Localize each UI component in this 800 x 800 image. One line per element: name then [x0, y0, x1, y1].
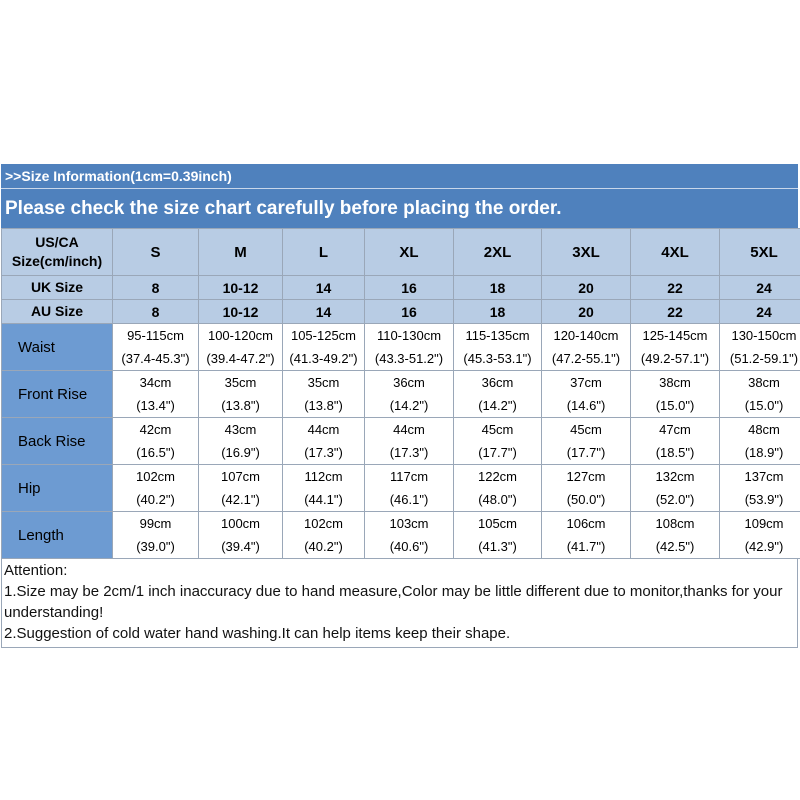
- measurement-cm: 102cm: [303, 516, 344, 531]
- measurement-cell: [365, 324, 454, 371]
- measurement-cell: [365, 465, 454, 512]
- measurement-inch: (46.1"): [389, 492, 429, 507]
- measurement-inch: (39.4"): [221, 539, 260, 554]
- header-label-line: AU Size: [30, 303, 84, 319]
- size-equivalent-cell: 18: [454, 276, 542, 300]
- measurement-inch: (14.2"): [389, 398, 429, 413]
- measurement-label: Length: [2, 512, 113, 559]
- size-equivalent-cell: 8: [113, 300, 199, 324]
- size-column-header: 4XL: [631, 229, 720, 276]
- size-equivalent-cell: 22: [631, 300, 720, 324]
- size-equivalent-cell: 18: [454, 300, 542, 324]
- size-column-header: L: [283, 229, 365, 276]
- measurement-cell: [454, 324, 542, 371]
- measurement-cell: [720, 371, 800, 418]
- measurement-cm: 43cm: [224, 422, 257, 437]
- measurement-cell: [542, 512, 631, 559]
- header-row-label: [2, 276, 113, 300]
- size-column-header: M: [199, 229, 283, 276]
- measurement-cm: 102cm: [135, 469, 176, 484]
- measurement-inch: (40.2"): [304, 539, 343, 554]
- measurement-cm: 95-115cm: [127, 328, 184, 343]
- measurement-cell: [454, 371, 542, 418]
- banner-title: >>Size Information(1cm=0.39inch): [1, 164, 798, 189]
- measurement-cell: [720, 512, 800, 559]
- measurement-inch: (40.6"): [389, 539, 429, 554]
- measurement-inch: (16.9"): [221, 445, 260, 460]
- measurement-cell: [283, 418, 365, 465]
- measurement-inch: (40.2"): [136, 492, 175, 507]
- measurement-cm: 105-125cm: [290, 328, 357, 343]
- size-equivalent-cell: 10-12: [199, 276, 283, 300]
- measurement-inch: (17.7"): [478, 445, 517, 460]
- measurement-cell: [365, 371, 454, 418]
- measurement-cm: 44cm: [307, 422, 340, 437]
- measurement-inch: (13.4"): [136, 398, 175, 413]
- measurement-inch: (15.0"): [655, 398, 695, 413]
- size-column-header: 5XL: [720, 229, 800, 276]
- measurement-inch: (43.3-51.2"): [374, 351, 444, 366]
- measurement-cell: [199, 465, 283, 512]
- size-equivalent-cell: 22: [631, 276, 720, 300]
- measurement-inch: (15.0"): [744, 398, 784, 413]
- measurement-inch: (41.3"): [478, 539, 517, 554]
- measurement-inch: (41.7"): [566, 539, 606, 554]
- banner-subtitle: Please check the size chart carefully before placing the order.: [5, 198, 562, 219]
- measurement-cell: [365, 512, 454, 559]
- measurement-cell: [631, 418, 720, 465]
- size-column-header: 3XL: [542, 229, 631, 276]
- measurement-cell: [199, 324, 283, 371]
- measurement-cm: 38cm: [659, 375, 691, 390]
- measurement-cell: [720, 324, 800, 371]
- measurement-cell: [113, 324, 199, 371]
- measurement-row: [2, 371, 800, 418]
- size-equivalent-cell: 14: [283, 300, 365, 324]
- measurement-cm: 103cm: [389, 516, 429, 531]
- measurement-cm: 99cm: [139, 516, 172, 531]
- measurement-cm: 109cm: [744, 516, 784, 531]
- measurement-cell: [199, 512, 283, 559]
- measurement-cm: 127cm: [566, 469, 606, 484]
- measurement-row: [2, 418, 800, 465]
- attention-notes: [1, 559, 798, 648]
- measurement-row: [2, 512, 800, 559]
- measurement-inch: (17.3"): [304, 445, 343, 460]
- measurement-cell: [720, 465, 800, 512]
- measurement-inch: (47.2-55.1"): [551, 351, 621, 366]
- size-equivalent-cell: 20: [542, 276, 631, 300]
- measurement-cell: [631, 371, 720, 418]
- measurement-inch: (17.3"): [389, 445, 429, 460]
- measurement-cm: 45cm: [570, 422, 602, 437]
- measurement-cell: [542, 324, 631, 371]
- measurement-inch: (48.0"): [478, 492, 517, 507]
- measurement-cm: 130-150cm: [731, 328, 797, 343]
- header-row: [2, 276, 800, 300]
- size-column-header: 2XL: [454, 229, 542, 276]
- measurement-cell: [113, 465, 199, 512]
- size-equivalent-cell: 14: [283, 276, 365, 300]
- measurement-inch: (50.0"): [566, 492, 606, 507]
- measurement-inch: (49.2-57.1"): [640, 351, 710, 366]
- notes-line-2: 2.Suggestion of cold water hand washing.It can help items keep their shape.: [4, 625, 511, 642]
- measurement-cm: 36cm: [481, 375, 514, 390]
- measurement-cell: [365, 418, 454, 465]
- measurement-cm: 42cm: [139, 422, 172, 437]
- size-equivalent-cell: 16: [365, 276, 454, 300]
- measurement-label: Waist: [2, 324, 113, 371]
- size-equivalent-cell: 16: [365, 300, 454, 324]
- measurement-inch: (18.5"): [655, 445, 695, 460]
- measurement-cm: 44cm: [393, 422, 425, 437]
- measurement-cm: 137cm: [744, 469, 784, 484]
- measurement-inch: (42.9"): [744, 539, 784, 554]
- measurement-cell: [720, 418, 800, 465]
- measurement-inch: (13.8"): [221, 398, 260, 413]
- size-table: [1, 228, 800, 559]
- measurement-cm: 117cm: [389, 469, 429, 484]
- measurement-cm: 34cm: [139, 375, 172, 390]
- measurement-cm: 105cm: [477, 516, 518, 531]
- measurement-inch: (39.0"): [136, 539, 175, 554]
- measurement-cell: [283, 512, 365, 559]
- size-info-banner: [1, 164, 798, 228]
- measurement-cm: 45cm: [481, 422, 514, 437]
- measurement-cm: 132cm: [655, 469, 695, 484]
- size-chart: [1, 164, 798, 648]
- measurement-cell: [199, 418, 283, 465]
- measurement-cm: 115-135cm: [465, 328, 530, 343]
- measurement-cell: [542, 465, 631, 512]
- measurement-inch: (18.9"): [744, 445, 784, 460]
- size-equivalent-cell: 8: [113, 276, 199, 300]
- header-row-label: [2, 300, 113, 324]
- measurement-row: [2, 324, 800, 371]
- measurement-cell: [283, 371, 365, 418]
- measurement-label: Back Rise: [2, 418, 113, 465]
- header-row: [2, 300, 800, 324]
- measurement-cm: 100cm: [220, 516, 261, 531]
- size-equivalent-cell: 10-12: [199, 300, 283, 324]
- measurement-cm: 35cm: [224, 375, 257, 390]
- measurement-cm: 37cm: [570, 375, 602, 390]
- measurement-inch: (13.8"): [304, 398, 343, 413]
- measurement-label: Front Rise: [2, 371, 113, 418]
- notes-line-1: 1.Size may be 2cm/1 inch inaccuracy due to hand measure,Color may be little different due to monitor,thanks for your understanding!: [4, 583, 783, 621]
- measurement-inch: (39.4-47.2"): [206, 351, 275, 366]
- measurement-inch: (42.1"): [221, 492, 260, 507]
- header-row-label: [2, 229, 113, 276]
- measurement-inch: (45.3-53.1"): [463, 351, 532, 366]
- measurement-label: Hip: [2, 465, 113, 512]
- measurement-cm: 120-140cm: [553, 328, 619, 343]
- measurement-cell: [283, 465, 365, 512]
- size-column-header: S: [113, 229, 199, 276]
- header-label-line: UK Size: [30, 279, 84, 295]
- measurement-cm: 100-120cm: [207, 328, 274, 343]
- measurement-cell: [542, 418, 631, 465]
- size-equivalent-cell: 20: [542, 300, 631, 324]
- measurement-inch: (14.6"): [566, 398, 606, 413]
- header-label-line: US/CA: [35, 234, 79, 250]
- header-row: [2, 229, 800, 276]
- measurement-row: [2, 465, 800, 512]
- measurement-cm: 38cm: [748, 375, 780, 390]
- measurement-cell: [454, 418, 542, 465]
- measurement-cm: 112cm: [304, 469, 343, 484]
- measurement-cm: 35cm: [307, 375, 340, 390]
- size-equivalent-cell: 24: [720, 300, 800, 324]
- measurement-inch: (51.2-59.1"): [729, 351, 799, 366]
- measurement-cell: [542, 371, 631, 418]
- measurement-cm: 36cm: [393, 375, 425, 390]
- header-label-line: Size(cm/inch): [11, 253, 103, 269]
- measurement-cm: 47cm: [659, 422, 691, 437]
- measurement-inch: (17.7"): [566, 445, 606, 460]
- measurement-cm: 110-130cm: [376, 328, 442, 343]
- measurement-cell: [113, 418, 199, 465]
- measurement-cell: [113, 512, 199, 559]
- measurement-cell: [199, 371, 283, 418]
- measurement-cell: [631, 324, 720, 371]
- measurement-cm: 107cm: [220, 469, 261, 484]
- measurement-inch: (52.0"): [655, 492, 695, 507]
- measurement-inch: (41.3-49.2"): [289, 351, 358, 366]
- measurement-inch: (14.2"): [478, 398, 517, 413]
- measurement-cm: 122cm: [477, 469, 518, 484]
- measurement-cell: [113, 371, 199, 418]
- size-column-header: XL: [365, 229, 454, 276]
- notes-heading: Attention:: [4, 562, 68, 579]
- measurement-inch: (53.9"): [744, 492, 784, 507]
- measurement-inch: (42.5"): [655, 539, 695, 554]
- measurement-cell: [631, 465, 720, 512]
- measurement-cell: [454, 512, 542, 559]
- measurement-cm: 48cm: [748, 422, 780, 437]
- measurement-cm: 108cm: [655, 516, 695, 531]
- measurement-inch: (37.4-45.3"): [121, 351, 190, 366]
- measurement-cell: [454, 465, 542, 512]
- measurement-cm: 106cm: [566, 516, 606, 531]
- measurement-cm: 125-145cm: [642, 328, 708, 343]
- size-equivalent-cell: 24: [720, 276, 800, 300]
- measurement-inch: (16.5"): [136, 445, 175, 460]
- measurement-inch: (44.1"): [304, 492, 343, 507]
- measurement-cell: [631, 512, 720, 559]
- measurement-cell: [283, 324, 365, 371]
